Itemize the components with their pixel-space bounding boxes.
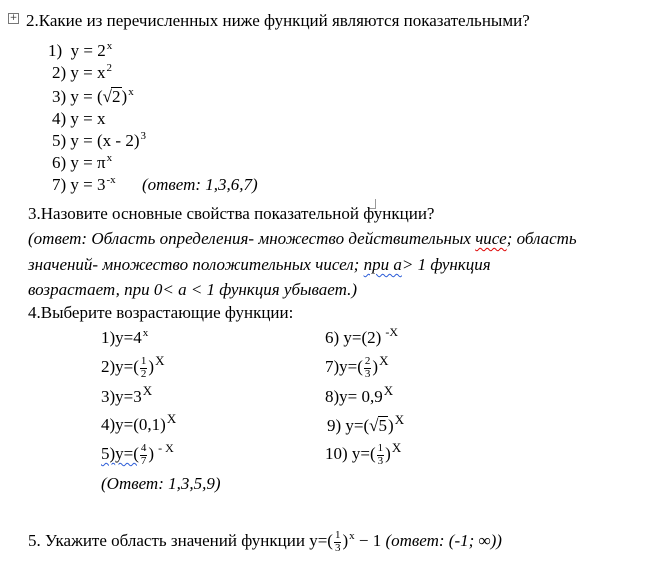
q2-item-exp: -x bbox=[106, 174, 116, 186]
q2-item-exp: 2 bbox=[106, 62, 113, 74]
q2-item-num: 6) bbox=[52, 153, 67, 172]
q4-item-6: 6) y=(2) $^{-X}$ bbox=[325, 325, 399, 347]
grammar-mark: при а bbox=[363, 255, 402, 274]
move-handle-icon[interactable]: + bbox=[9, 13, 18, 23]
q2-item-expr: y = ( bbox=[70, 87, 103, 106]
q2-item-6 bbox=[52, 154, 112, 171]
grammar-mark: 5)y=( bbox=[101, 443, 139, 463]
q2-item-num: 5) bbox=[52, 131, 67, 150]
q5-text: 5. Укажите область значений функции y=( bbox=[28, 530, 333, 550]
q2-item-exp: x bbox=[106, 40, 113, 52]
q2-item-exp: x bbox=[106, 152, 113, 164]
radicand: 5 bbox=[378, 416, 388, 435]
q4-item-10: 10) y=( $\frac{1}{3}$ )$^X$ bbox=[325, 439, 402, 467]
q2-item-num: 4) bbox=[52, 109, 67, 128]
q2-item-expr: y = x bbox=[70, 109, 106, 128]
q4-item-2: 2)y=( $\frac{1}{2}$ )$^X$ bbox=[101, 352, 165, 380]
sqrt-symbol: √ bbox=[102, 87, 113, 106]
q4-item-5: 5)y=( $\frac{4}{7}$ ) $^{- X}$ bbox=[101, 440, 174, 467]
radicand: 2 bbox=[112, 87, 121, 106]
q4-item-8: $8)y= 0,9^X$ bbox=[325, 383, 394, 406]
q2-item-exp: x bbox=[128, 86, 134, 98]
q4-title: 4.Выберите возрастающие функции: bbox=[28, 303, 294, 322]
q2-title: 2.Какие из перечисленных ниже функций являются показательными? bbox=[26, 11, 530, 30]
q2-item-exp: 3 bbox=[140, 130, 146, 142]
q5-line: 5. Укажите область значений функции y=( $\frac{1}{3}$ )$^x$ − 1 (ответ: (-1; ∞)) bbox=[28, 529, 502, 554]
q2-item-expr: y = 2 bbox=[70, 41, 106, 60]
q2-item-7 bbox=[52, 176, 258, 193]
q2-item-5 bbox=[52, 132, 146, 149]
q3-answer-line-1: (ответ: Область определения- множество действительных чисе; область bbox=[28, 229, 577, 248]
q4-item-1: $1)y=4^x$ bbox=[101, 327, 149, 347]
q4-item-7: 7)y=( $\frac{2}{3}$ )$^X$ bbox=[325, 352, 389, 380]
q2-item-4 bbox=[52, 110, 106, 127]
sqrt-symbol: √ bbox=[369, 416, 379, 435]
q3-answer-line-2: значений- множество положительных чисел; при а> 1 функция bbox=[28, 255, 491, 274]
q2-item-2 bbox=[52, 64, 112, 81]
q5-answer: (ответ: (-1; ∞)) bbox=[385, 530, 502, 550]
q2-item-3 bbox=[52, 87, 134, 105]
q3-answer-line-3: возрастает, при 0< a < 1 функция убывает.) bbox=[28, 280, 357, 299]
spelling-mark: чисе bbox=[475, 229, 507, 248]
q4-item-3: $3)y=3^X$ bbox=[101, 383, 153, 406]
q4-item-4: $4)y=(0,1)^X$ bbox=[101, 411, 177, 434]
q2-item-num: 1) bbox=[48, 41, 63, 60]
q2-item-expr: y = x bbox=[70, 63, 106, 82]
q2-item-expr: y = (x - 2) bbox=[70, 131, 140, 150]
q2-answer: (ответ: 1,3,6,7) bbox=[141, 175, 258, 194]
q2-item-expr: y = π bbox=[70, 153, 106, 172]
q4-item-9: 9) $y=(√5)^X$ bbox=[327, 412, 405, 435]
paren-close: ) bbox=[121, 87, 128, 106]
q4-answer: (Ответ: 1,3,5,9) bbox=[101, 474, 221, 493]
q2-item-num: 7) bbox=[52, 175, 67, 194]
q2-item-num: 3) bbox=[52, 87, 67, 106]
q2-item-expr: y = 3 bbox=[70, 175, 106, 194]
q2-item-1 bbox=[48, 42, 112, 59]
q3-title: 3.Назовите основные свойства показательной функции? bbox=[28, 204, 435, 223]
q2-item-num: 2) bbox=[52, 63, 67, 82]
